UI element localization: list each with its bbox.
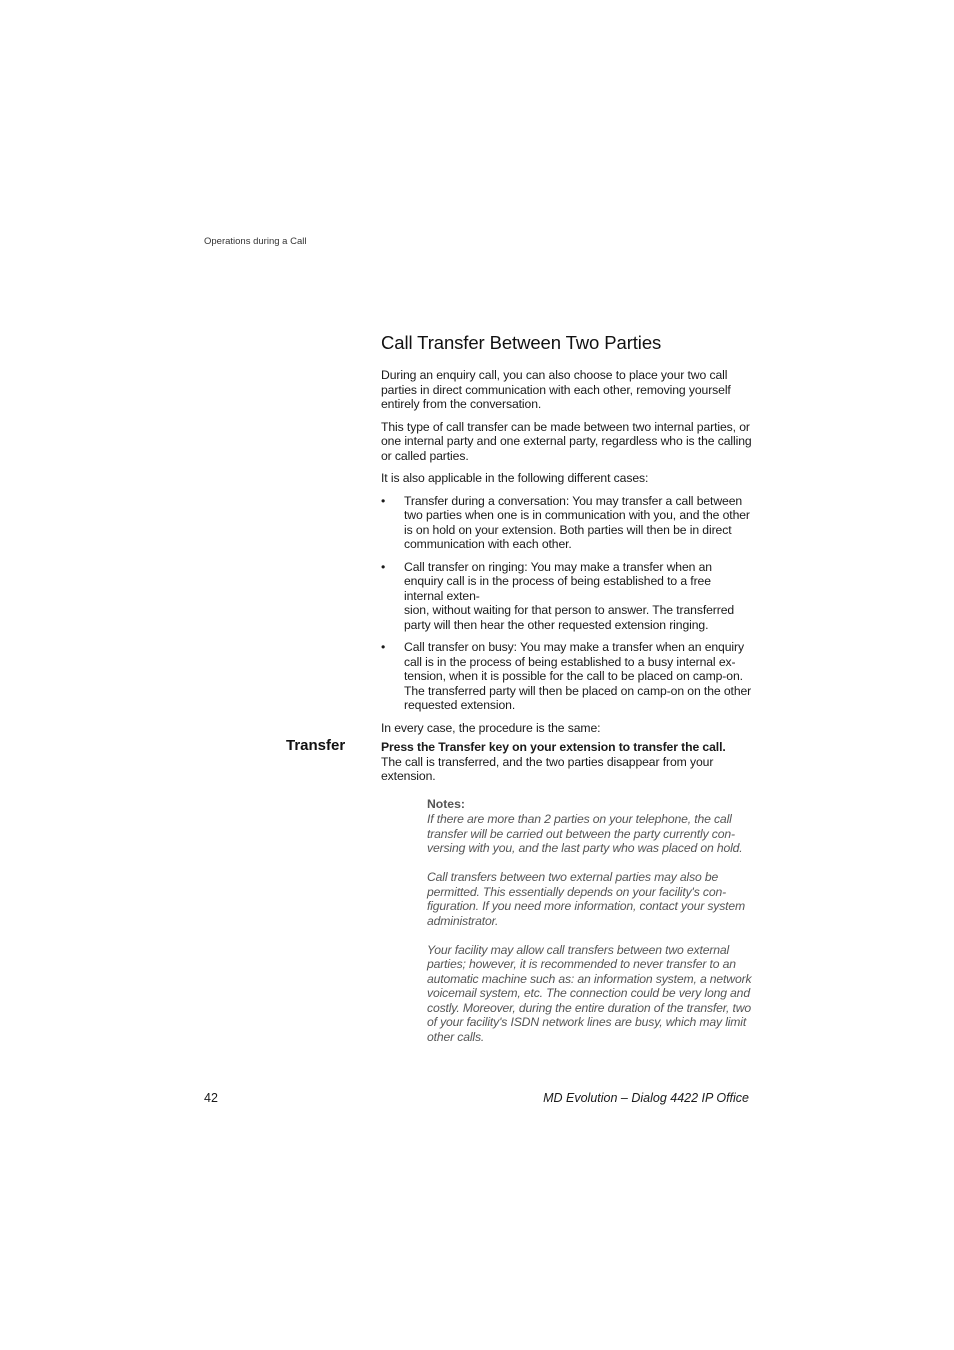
bullet-icon: •	[381, 493, 386, 508]
bullet-icon: •	[381, 640, 386, 654]
step-result: The call is transferred, and the two parties disappear from your extension.	[381, 754, 714, 783]
intro-paragraph: During an enquiry call, you can also choose to place your two call parties in direct communication with each other, removing yourself entirely from the conversation.	[381, 368, 731, 411]
list-item	[381, 640, 753, 713]
notes-block	[427, 797, 753, 1059]
transfer-key-label: Transfer	[286, 737, 346, 754]
list-item-text: Call transfer on ringing: You may make a transfer when an enquiry call is in the process of being established to a free internal exten- sion, without waiting for that person to answer. The transferred party will then hear the other requested extension ringing.	[404, 559, 735, 632]
notes-label: Notes:	[427, 797, 465, 811]
transfer-step	[381, 740, 753, 784]
list-item	[381, 494, 753, 552]
section-title: Call Transfer Between Two Parties	[381, 332, 662, 353]
document-title: MD Evolution – Dialog 4422 IP Office	[543, 1091, 749, 1105]
list-item-text: Transfer during a conversation: You may transfer a call between two parties when one is in communication with you, and the other is on hold on your extension. Both parties will then be in direct communication with each other.	[404, 493, 750, 551]
list-item-text: Call transfer on busy: You may make a transfer when an enquiry call is in the process of being established to a busy internal ex-tension, when it is possible for the call to be placed on camp-on. The transferred party will then be placed on camp-on on the other requested extension.	[404, 640, 752, 712]
procedure-intro: In every case, the procedure is the same:	[381, 720, 601, 735]
note-item: Your facility may allow call transfers between two external parties; however, it is recommended to never transfer to an automatic machine such as: an information system, a network voicemail system, etc. The connection could be very long and costly. Moreover, during the entire duration of the transfer, two of your facility's ISDN network lines are busy, which may limit other calls.	[427, 942, 752, 1044]
running-header: Operations during a Call	[204, 236, 307, 247]
page-number: 42	[204, 1091, 218, 1105]
cases-list	[381, 494, 753, 713]
note-item: If there are more than 2 parties on your telephone, the call transfer will be carried out between the party currently con-versing with you, and the last party who was placed on hold.	[427, 812, 743, 855]
scope-paragraph: This type of call transfer can be made between two internal parties, or one internal party and one external party, regardless who is the calling or called parties.	[381, 419, 752, 463]
cases-intro-paragraph: It is also applicable in the following different cases:	[381, 471, 649, 485]
list-item	[381, 560, 753, 633]
note-item: Call transfers between two external parties may also be permitted. This essentially depends on your facility's con-figuration. If you need more information, contact your system administrator.	[427, 870, 746, 928]
step-instruction: Press the Transfer key on your extension to transfer the call.	[381, 740, 726, 754]
bullet-icon: •	[381, 559, 386, 574]
section-content	[381, 332, 753, 743]
